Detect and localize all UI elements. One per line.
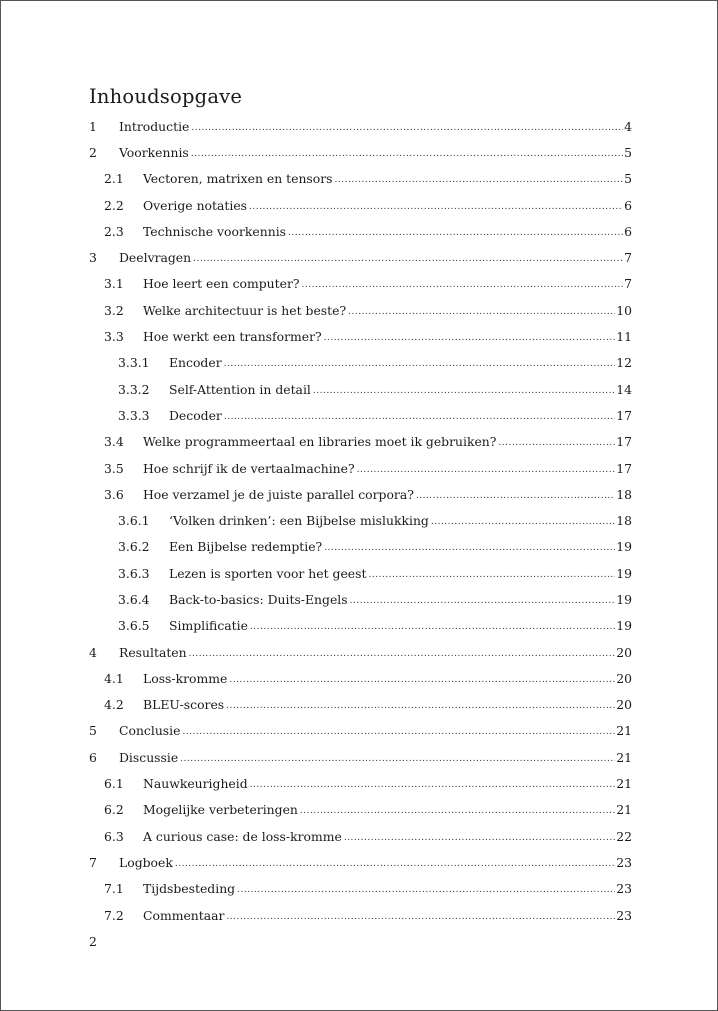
- toc-entry[interactable]: [89, 402, 632, 428]
- toc-entry-page: 5: [624, 171, 632, 187]
- toc-entry-page: 22: [616, 828, 632, 844]
- dot-leader: [189, 649, 616, 659]
- toc-entry[interactable]: [89, 481, 632, 507]
- toc-entry-label: A curious case: de loss-kromme: [143, 828, 342, 844]
- toc-entry[interactable]: [89, 876, 632, 902]
- toc-entry-page: 20: [616, 697, 632, 713]
- toc-entry-page: 20: [616, 644, 632, 660]
- toc-entry-label: ‘Volken drinken’: een Bijbelse mislukking: [169, 513, 429, 529]
- dot-leader: [193, 254, 623, 264]
- dot-leader: [324, 543, 615, 553]
- toc-entry-label: Mogelijke verbeteringen: [143, 802, 298, 818]
- toc-entry-number: 2.2: [104, 197, 124, 213]
- toc-entry-label: Hoe schrijf ik de vertaalmachine?: [143, 460, 355, 476]
- dot-leader: [237, 885, 615, 895]
- toc-entry-page: 19: [616, 539, 632, 555]
- toc-entry[interactable]: [89, 350, 632, 376]
- toc-entry[interactable]: [89, 744, 632, 770]
- dot-leader: [288, 228, 623, 238]
- toc-entry-page: 10: [616, 302, 632, 318]
- toc-entry-page: 17: [616, 407, 632, 423]
- toc-entry-number: 2: [89, 144, 97, 160]
- dot-leader: [191, 149, 623, 159]
- toc-entry-page: 21: [616, 802, 632, 818]
- toc-entry-number: 3.5: [104, 460, 124, 476]
- toc-entry-page: 18: [616, 513, 632, 529]
- dot-leader: [348, 307, 615, 317]
- toc-entry-number: 6.2: [104, 802, 124, 818]
- toc-entry-number: 4.1: [104, 670, 124, 686]
- toc-entry[interactable]: [89, 271, 632, 297]
- toc-entry-page: 12: [616, 355, 632, 371]
- toc-entry-number: 3.6.4: [118, 591, 150, 607]
- toc-entry-label: Hoe verzamel je de juiste parallel corpora?: [143, 486, 414, 502]
- toc-entry-label: Encoder: [169, 355, 222, 371]
- toc-entry-number: 6.3: [104, 828, 124, 844]
- toc-entry-page: 6: [624, 197, 632, 213]
- dot-leader: [498, 438, 615, 448]
- toc-entry-page: 19: [616, 591, 632, 607]
- toc-entry[interactable]: [89, 507, 632, 533]
- toc-entry[interactable]: [89, 770, 632, 796]
- toc-entry[interactable]: [89, 218, 632, 244]
- toc-entry-page: 5: [624, 144, 632, 160]
- toc-entry-label: Discussie: [119, 749, 179, 765]
- toc-entry-number: 7: [89, 854, 97, 870]
- toc-entry[interactable]: [89, 113, 632, 139]
- toc-entry-label: Commentaar: [143, 907, 225, 923]
- toc-entry-number: 6.1: [104, 776, 124, 792]
- toc-entry[interactable]: [89, 429, 632, 455]
- toc-entry-number: 3.2: [104, 302, 124, 318]
- toc-entry-number: 3.3.1: [118, 355, 150, 371]
- toc-entry[interactable]: [89, 639, 632, 665]
- toc-entry-label: Welke programmeertaal en libraries moet ik gebruiken?: [143, 434, 497, 450]
- toc-entry-label: Vectoren, matrixen en tensors: [143, 171, 333, 187]
- toc-entry-page: 11: [616, 329, 632, 345]
- toc-entry-label: Logboek: [119, 854, 173, 870]
- dot-leader: [350, 596, 616, 606]
- toc-entry-page: 4: [624, 118, 632, 134]
- toc-entry-page: 14: [616, 381, 632, 397]
- dot-leader: [229, 675, 615, 685]
- toc-entry[interactable]: [89, 455, 632, 481]
- dot-leader: [416, 491, 615, 501]
- toc-entry[interactable]: [89, 166, 632, 192]
- dot-leader: [226, 701, 615, 711]
- dot-leader: [182, 727, 615, 737]
- toc-entry-number: 3.4: [104, 434, 124, 450]
- toc-entry-page: 6: [624, 223, 632, 239]
- toc-entry-page: 21: [616, 749, 632, 765]
- toc-entry-page: 19: [616, 565, 632, 581]
- toc-entry-label: Conclusie: [119, 723, 181, 739]
- toc-entry-label: Nauwkeurigheid: [143, 776, 248, 792]
- toc-entry-number: 4: [89, 644, 97, 660]
- toc-entry-label: BLEU-scores: [143, 697, 225, 713]
- toc-entry-page: 21: [616, 776, 632, 792]
- toc-entry-number: 3.6.3: [118, 565, 150, 581]
- toc-entry[interactable]: [89, 718, 632, 744]
- toc-entry-number: 4.2: [104, 697, 124, 713]
- toc-entry-page: 21: [616, 723, 632, 739]
- toc-entry-page: 17: [616, 434, 632, 450]
- toc-entry-number: 2.3: [104, 223, 124, 239]
- toc-entry-number: 3.3.2: [118, 381, 150, 397]
- toc-entry-number: 3.6.1: [118, 513, 150, 529]
- toc-entry-number: 1: [89, 118, 97, 134]
- toc-entry-label: Lezen is sporten voor het geest: [169, 565, 367, 581]
- toc-entry-label: Loss-kromme: [143, 670, 228, 686]
- toc-entry-page: 23: [616, 907, 632, 923]
- toc-entry-label: Deelvragen: [119, 250, 192, 266]
- dot-leader: [226, 912, 615, 922]
- dot-leader: [249, 202, 623, 212]
- dot-leader: [300, 806, 615, 816]
- toc-entry-page: 7: [624, 250, 632, 266]
- toc-entry-number: 3.6.2: [118, 539, 150, 555]
- dot-leader: [224, 412, 615, 422]
- dot-leader: [180, 754, 615, 764]
- toc-entry-page: 7: [624, 276, 632, 292]
- page-number: 2: [89, 934, 97, 949]
- dot-leader: [224, 359, 616, 369]
- toc-entry-label: Introductie: [119, 118, 190, 134]
- toc-entry-number: 3.3: [104, 329, 124, 345]
- toc-entry-page: 18: [616, 486, 632, 502]
- dot-leader: [368, 570, 615, 580]
- toc-entry-label: Back-to-basics: Duits-Engels: [169, 591, 348, 607]
- toc-entry[interactable]: [89, 139, 632, 165]
- toc-entry[interactable]: [89, 534, 632, 560]
- toc-entry-number: 2.1: [104, 171, 124, 187]
- dot-leader: [335, 175, 624, 185]
- toc-entry-label: Decoder: [169, 407, 222, 423]
- toc-entry[interactable]: [89, 376, 632, 402]
- toc-entry[interactable]: [89, 323, 632, 349]
- toc-entry-label: Overige notaties: [143, 197, 248, 213]
- toc-entry-label: Tijdsbesteding: [143, 881, 236, 897]
- dot-leader: [324, 333, 616, 343]
- toc-entry[interactable]: [89, 244, 632, 270]
- table-of-contents: [89, 113, 632, 928]
- toc-entry[interactable]: [89, 586, 632, 612]
- dot-leader: [250, 780, 616, 790]
- toc-entry[interactable]: [89, 692, 632, 718]
- toc-entry[interactable]: [89, 849, 632, 875]
- toc-entry-number: 7.1: [104, 881, 124, 897]
- toc-entry-page: 23: [616, 881, 632, 897]
- dot-leader: [431, 517, 615, 527]
- dot-leader: [191, 123, 623, 133]
- dot-leader: [302, 280, 624, 290]
- toc-entry-label: Welke architectuur is het beste?: [143, 302, 347, 318]
- dot-leader: [250, 622, 615, 632]
- toc-entry[interactable]: [89, 192, 632, 218]
- dot-leader: [313, 386, 615, 396]
- toc-entry-label: Voorkennis: [119, 144, 189, 160]
- toc-entry-label: Een Bijbelse redemptie?: [169, 539, 323, 555]
- toc-entry[interactable]: [89, 823, 632, 849]
- toc-entry-page: 23: [616, 854, 632, 870]
- toc-entry-number: 3.3.3: [118, 407, 150, 423]
- dot-leader: [357, 465, 616, 475]
- toc-entry-number: 5: [89, 723, 97, 739]
- toc-entry[interactable]: [89, 297, 632, 323]
- dot-leader: [344, 833, 615, 843]
- toc-entry-number: 7.2: [104, 907, 124, 923]
- toc-entry-label: Hoe werkt een transformer?: [143, 329, 322, 345]
- toc-title: Inhoudsopgave: [89, 85, 243, 108]
- toc-entry-page: 19: [616, 618, 632, 634]
- toc-entry-label: Self-Attention in detail: [169, 381, 311, 397]
- toc-entry[interactable]: [89, 665, 632, 691]
- toc-entry-number: 3: [89, 250, 97, 266]
- dot-leader: [175, 859, 615, 869]
- toc-entry-number: 3.6: [104, 486, 124, 502]
- toc-entry-label: Hoe leert een computer?: [143, 276, 300, 292]
- toc-entry-number: 6: [89, 749, 97, 765]
- toc-entry-page: 17: [616, 460, 632, 476]
- toc-entry[interactable]: [89, 560, 632, 586]
- toc-entry[interactable]: [89, 902, 632, 928]
- toc-entry-label: Simplificatie: [169, 618, 248, 634]
- toc-entry-label: Technische voorkennis: [143, 223, 287, 239]
- toc-entry[interactable]: [89, 797, 632, 823]
- toc-entry-label: Resultaten: [119, 644, 187, 660]
- toc-entry-number: 3.6.5: [118, 618, 150, 634]
- toc-entry-number: 3.1: [104, 276, 124, 292]
- toc-entry[interactable]: [89, 613, 632, 639]
- toc-entry-page: 20: [616, 670, 632, 686]
